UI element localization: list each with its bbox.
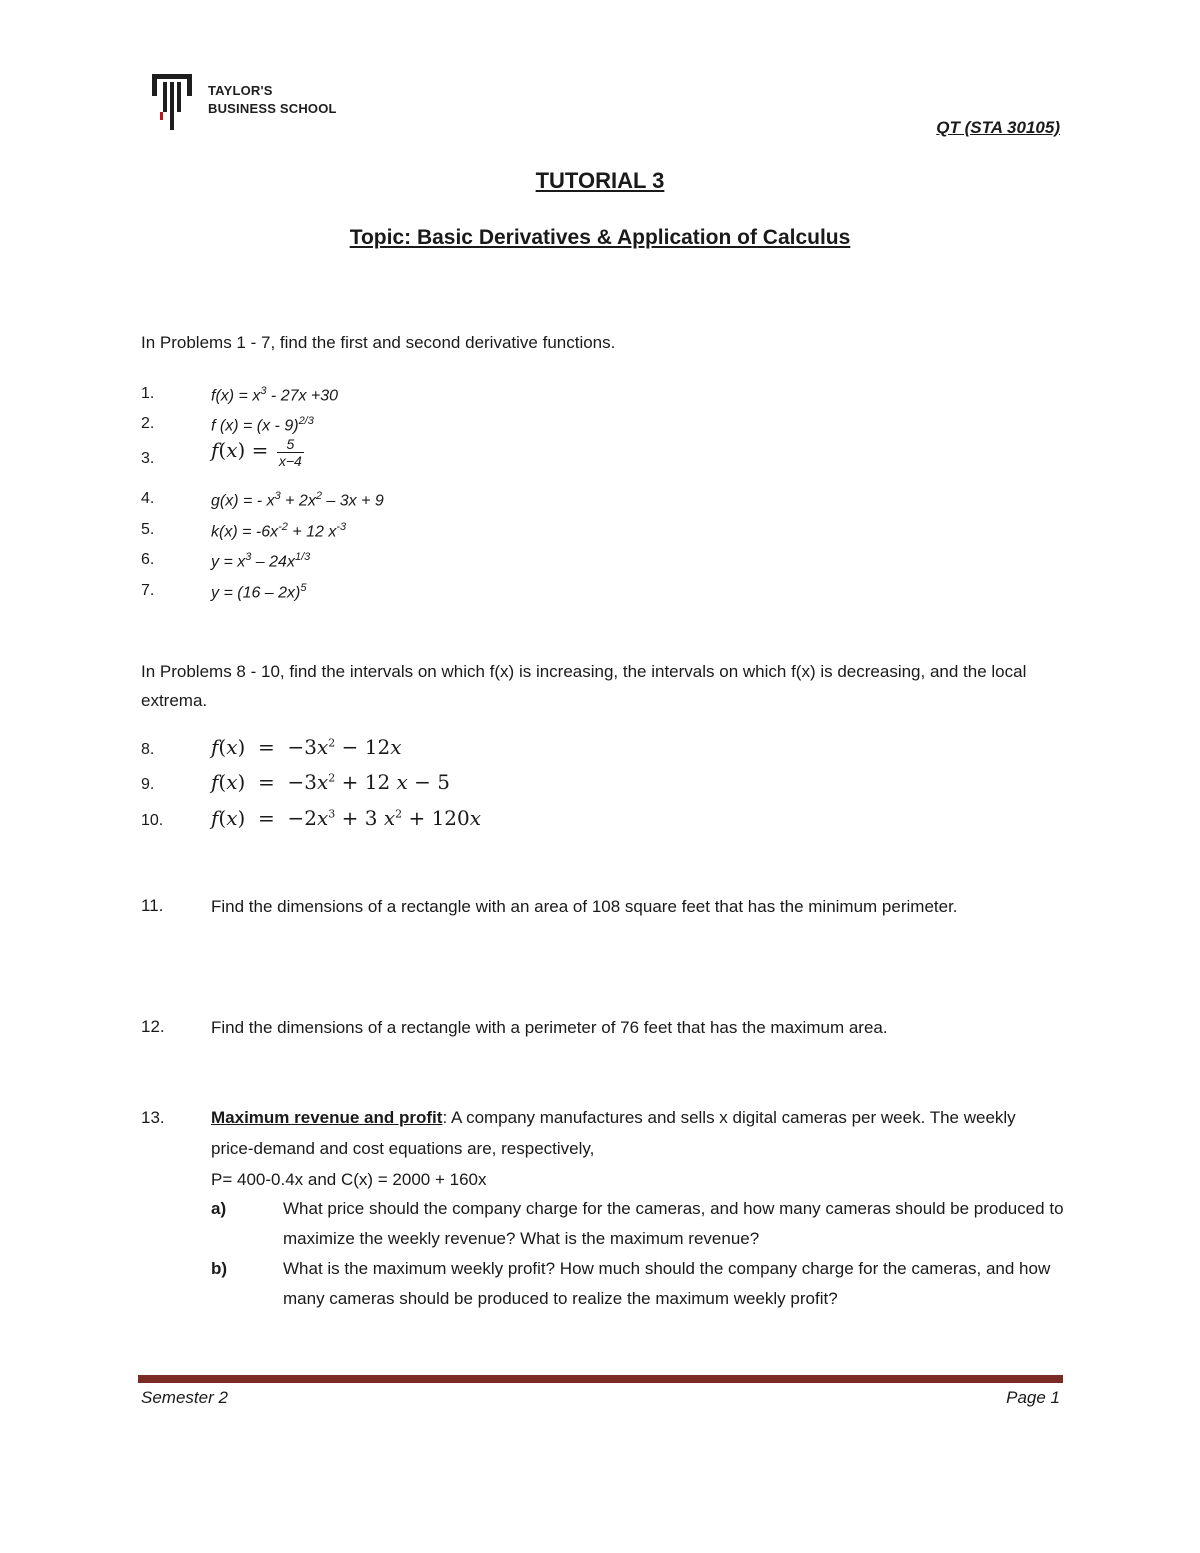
problem-number: 2. — [141, 415, 155, 432]
problem-number: 5. — [141, 521, 155, 538]
taylors-logo-icon — [150, 72, 195, 132]
course-code: QT (STA 30105) — [936, 118, 1060, 137]
logo-text — [208, 82, 337, 118]
problem-4-expression: g(x) = - $x^3 + 2x^2 - 3x + 9$ — [211, 490, 384, 510]
footer-page-number: Page 1 — [1006, 1388, 1060, 1407]
problem-11-text: Find the dimensions of a rectangle with an area of 108 square feet that has the minimum perimeter. — [211, 897, 958, 916]
problem-13-body: : A company manufactures and sells x digital cameras per week. The weekly price-demand and cost equations are, respectively, — [211, 1108, 1016, 1158]
footer-semester: Semester 2 — [141, 1388, 228, 1407]
part-b-text: What is the maximum weekly profit? How much should the company charge for the cameras, and how many cameras should be produced to realize the maximum weekly profit? — [283, 1259, 1051, 1308]
problem-13-equations: P= 400-0.4x and C(x) = 2000 + 160x — [211, 1170, 487, 1189]
problem-number: 1. — [141, 385, 155, 402]
problem-number: 12. — [141, 1017, 165, 1036]
problem-8-expression: $f(x) = -3x^2 - 12x$ — [211, 735, 402, 759]
part-label: b) — [211, 1259, 228, 1278]
problem-number: 4. — [141, 490, 155, 507]
section2-intro: In Problems 8 - 10, find the intervals on which f(x) is increasing, the intervals on which f(x) is decreasing, and the local extrema. — [141, 662, 1027, 710]
footer-divider — [138, 1375, 1063, 1383]
problem-number: 8. — [141, 741, 155, 758]
section1-intro: In Problems 1 - 7, find the first and second derivative functions. — [141, 333, 616, 352]
logo-line2: BUSINESS SCHOOL — [208, 101, 337, 116]
problem-1-expression: $f(x) = x^3 - 27x +30$ — [211, 385, 339, 405]
problem-13-heading: Maximum revenue and profit — [211, 1108, 443, 1127]
problem-12-text: Find the dimensions of a rectangle with a perimeter of 76 feet that has the maximum area. — [211, 1018, 888, 1037]
problem-10-expression: $f(x) = -2x^3 + 3$ $x^2 + 120x$ — [211, 806, 482, 830]
part-label: a) — [211, 1199, 227, 1218]
problem-6-expression: $y = x^3 - 24x^{1/3}$ — [211, 551, 311, 571]
logo-line1: TAYLOR'S — [208, 83, 273, 98]
problem-number: 3. — [141, 450, 155, 467]
topic-heading: Topic: Basic Derivatives & Application of Calculus — [349, 226, 851, 249]
problem-number: 11. — [141, 896, 164, 915]
problem-number: 7. — [141, 582, 155, 599]
problem-number: 13. — [141, 1108, 165, 1127]
logo — [150, 72, 195, 132]
problem-number: 10. — [141, 812, 164, 829]
part-a-text: What price should the company charge for the cameras, and how many cameras should be produced to maximize the weekly revenue? What is the maximum revenue? — [283, 1199, 1064, 1248]
problem-13-text — [211, 1102, 1061, 1164]
problem-7-expression: y = (16 – 2x)$^5$ — [211, 582, 307, 602]
problem-2-expression: f (x) = (x - 9)$^{2/3}$ — [211, 415, 314, 435]
problem-3-expression: f(x) = $\frac{5}{x-4}$ — [211, 436, 302, 469]
problem-9-expression: $f(x) = -3x^2 + 12$ x − 5 — [211, 770, 451, 794]
problem-number: 6. — [141, 551, 155, 568]
page-title: TUTORIAL 3 — [535, 168, 665, 193]
problem-5-expression: $k(x) = -6x^{-2} + 12$ $x^{-3}$ — [211, 521, 347, 541]
problem-number: 9. — [141, 776, 155, 793]
